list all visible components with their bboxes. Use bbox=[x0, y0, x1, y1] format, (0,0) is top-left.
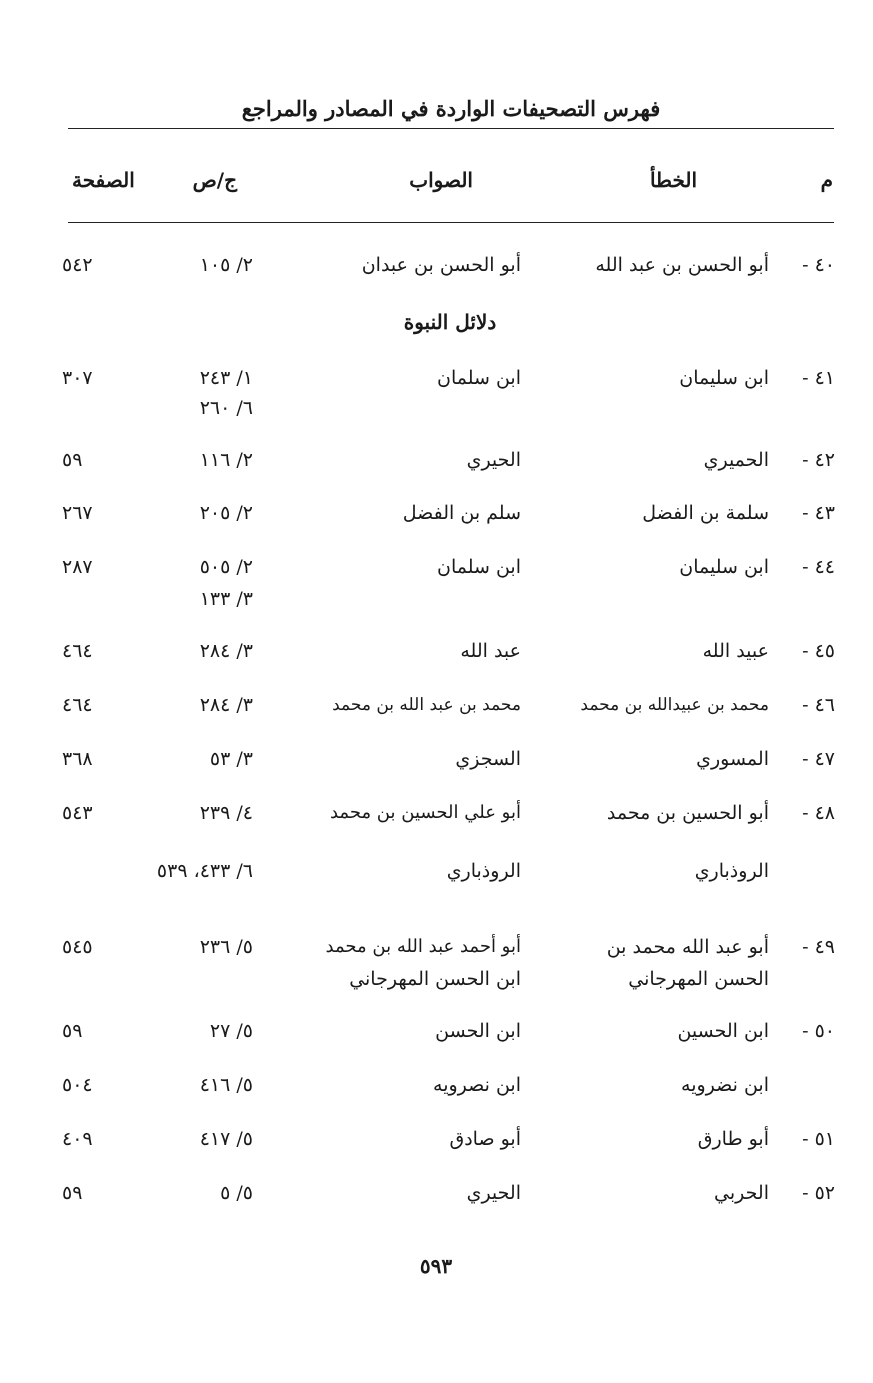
volume-page: ٥/ ٤١٦ bbox=[199, 1074, 253, 1096]
page-ref: ٢٦٧ bbox=[62, 502, 93, 524]
correct-form: الروذباري bbox=[446, 860, 521, 882]
entry-number: ٥١ - bbox=[802, 1128, 835, 1150]
volume-page: ٣/ ٥٣ bbox=[209, 748, 253, 770]
page-ref: ٥٠٤ bbox=[62, 1074, 93, 1096]
entry-number: ٤٧ - bbox=[802, 748, 835, 770]
volume-page: ٢/ ٢٠٥ bbox=[199, 502, 253, 524]
entry-number: ٤٩ - bbox=[802, 936, 835, 958]
entry-number: ٤٥ - bbox=[802, 640, 835, 662]
page-ref: ٥٤٢ bbox=[62, 254, 93, 276]
correct-form: محمد بن عبد الله بن محمد bbox=[332, 695, 521, 715]
volume-page-second: ٣/ ١٣٣ bbox=[199, 588, 253, 610]
wrong-form: ابن نضرويه bbox=[681, 1074, 769, 1096]
entry-number: ٥٢ - bbox=[802, 1182, 835, 1204]
volume-page: ٦/ ٤٣٣، ٥٣٩ bbox=[156, 860, 253, 882]
volume-page: ٣/ ٢٨٤ bbox=[199, 694, 253, 716]
correct-form: ابن نصرويه bbox=[433, 1074, 521, 1096]
column-header-page: الصفحة bbox=[72, 168, 135, 192]
volume-page: ١/ ٢٤٣ bbox=[199, 367, 253, 389]
wrong-form: أبو الحسين بن محمد bbox=[606, 802, 769, 824]
wrong-form: سلمة بن الفضل bbox=[642, 502, 769, 524]
wrong-form: المسوري bbox=[696, 748, 769, 770]
page-ref: ٥٤٣ bbox=[62, 802, 93, 824]
wrong-form: ابن الحسين bbox=[677, 1020, 769, 1042]
volume-page: ٢/ ١١٦ bbox=[199, 449, 253, 471]
page-ref: ٤٦٤ bbox=[62, 694, 93, 716]
correct-form: أبو أحمد عبد الله بن محمد bbox=[325, 936, 521, 957]
wrong-form: أبو الحسن بن عبد الله bbox=[595, 254, 769, 276]
entry-number: ٤٣ - bbox=[802, 502, 835, 524]
correct-form: ابن الحسن bbox=[435, 1020, 521, 1042]
entry-number: ٤٦ - bbox=[802, 694, 835, 716]
volume-page: ٢/ ١٠٥ bbox=[199, 254, 253, 276]
volume-page: ٥/ ٥ bbox=[220, 1182, 253, 1204]
running-header: فهرس التصحيفات الواردة في المصادر والمراجع bbox=[241, 96, 661, 121]
volume-page: ٤/ ٢٣٩ bbox=[199, 802, 253, 824]
column-header-rule bbox=[68, 222, 834, 223]
column-header-wrong: الخطأ bbox=[649, 168, 697, 192]
correct-form: أبو علي الحسين بن محمد bbox=[329, 802, 521, 823]
page-number: ٥٩٣ bbox=[419, 1254, 453, 1278]
entry-number: ٥٠ - bbox=[802, 1020, 835, 1042]
correct-form-continued: ابن الحسن المهرجاني bbox=[349, 968, 521, 990]
correct-form: الحيري bbox=[466, 449, 521, 471]
correct-form: ابن سلمان bbox=[436, 556, 521, 578]
wrong-form: أبو طارق bbox=[697, 1128, 769, 1150]
wrong-form: الروذباري bbox=[694, 860, 769, 882]
correct-form: أبو صادق bbox=[449, 1128, 521, 1150]
header-rule bbox=[68, 128, 834, 129]
entry-number: ٤٠ - bbox=[802, 254, 835, 276]
wrong-form: الحميري bbox=[703, 449, 769, 471]
correct-form: سلم بن الفضل bbox=[402, 502, 521, 524]
page-ref: ٥٩ bbox=[62, 1020, 83, 1042]
wrong-form: الحربي bbox=[714, 1182, 769, 1204]
correct-form: السجزي bbox=[455, 748, 521, 770]
page-ref: ٣٦٨ bbox=[62, 748, 93, 770]
correct-form: عبد الله bbox=[460, 640, 521, 662]
volume-page: ٢/ ٥٠٥ bbox=[199, 556, 253, 578]
volume-page: ٥/ ٢٧ bbox=[209, 1020, 253, 1042]
correct-form: الحيري bbox=[466, 1182, 521, 1204]
page-ref: ٥٩ bbox=[62, 1182, 83, 1204]
column-header-right: الصواب bbox=[409, 168, 473, 192]
wrong-form: ابن سليمان bbox=[679, 556, 769, 578]
wrong-form-continued: الحسن المهرجاني bbox=[628, 968, 769, 990]
page-ref: ٤٦٤ bbox=[62, 640, 93, 662]
column-header-number: م bbox=[820, 168, 833, 192]
page-ref: ٥٩ bbox=[62, 449, 83, 471]
volume-page: ٥/ ٤١٧ bbox=[199, 1128, 253, 1150]
volume-page: ٣/ ٢٨٤ bbox=[199, 640, 253, 662]
page-ref: ٢٨٧ bbox=[62, 556, 93, 578]
page-ref: ٥٤٥ bbox=[62, 936, 93, 958]
correct-form: ابن سلمان bbox=[436, 367, 521, 389]
entry-number: ٤٤ - bbox=[802, 556, 835, 578]
volume-page: ٥/ ٢٣٦ bbox=[199, 936, 253, 958]
entry-number: ٤٢ - bbox=[802, 449, 835, 471]
wrong-form: أبو عبد الله محمد بن bbox=[606, 936, 769, 958]
correct-form: أبو الحسن بن عبدان bbox=[361, 254, 521, 276]
column-header-volume-page: ج/ص bbox=[192, 168, 237, 192]
section-title: دلائل النبوة bbox=[403, 310, 497, 334]
entry-number: ٤٨ - bbox=[802, 802, 835, 824]
wrong-form: عبيد الله bbox=[702, 640, 769, 662]
page-ref: ٤٠٩ bbox=[62, 1128, 93, 1150]
page-ref: ٣٠٧ bbox=[62, 367, 93, 389]
volume-page-second: ٦/ ٢٦٠ bbox=[199, 397, 253, 419]
entry-number: ٤١ - bbox=[802, 367, 835, 389]
wrong-form: ابن سليمان bbox=[679, 367, 769, 389]
wrong-form: محمد بن عبيدالله بن محمد bbox=[580, 695, 769, 715]
